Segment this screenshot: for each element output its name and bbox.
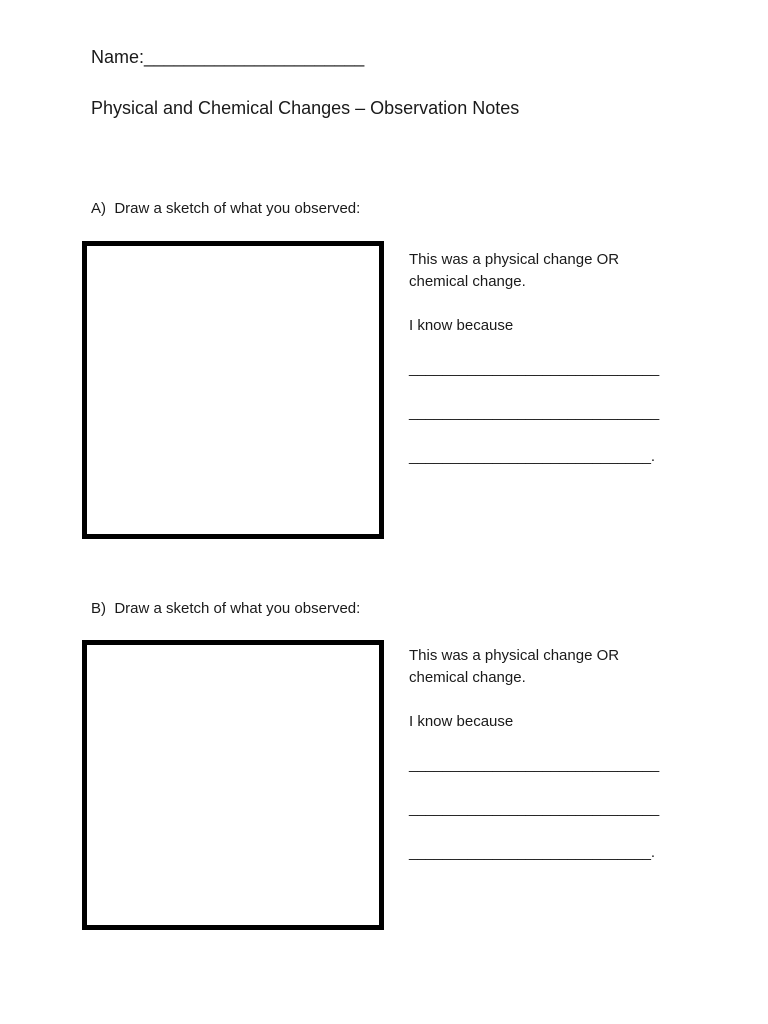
section-b-sketch-box[interactable] [82,640,384,930]
section-b-change-statement-line1: This was a physical change OR [409,647,620,664]
section-a-answer-line-3[interactable]: _____________________________. [409,448,656,465]
section-b-prompt: B) Draw a sketch of what you observed: [91,600,361,617]
section-b-answer-line-2[interactable]: ______________________________ [409,800,660,817]
section-a-reason-label: I know because [409,317,514,334]
page-title: Physical and Chemical Changes – Observation Notes [91,98,520,118]
section-a-answer-line-2[interactable]: ______________________________ [409,404,660,421]
section-a-change-statement-line1: This was a physical change OR [409,251,620,268]
section-b-answer-line-1[interactable]: ______________________________ [409,756,660,773]
section-a-sketch-box[interactable] [82,241,384,539]
section-b-reason-label: I know because [409,713,514,730]
section-b-answer-line-3[interactable]: _____________________________. [409,844,656,861]
section-a-change-statement-line2: chemical change. [409,273,526,290]
section-a-answer-line-1[interactable]: ______________________________ [409,360,660,377]
name-field-label[interactable]: Name:______________________ [91,47,365,67]
section-a-prompt: A) Draw a sketch of what you observed: [91,200,361,217]
section-b-change-statement-line2: chemical change. [409,669,526,686]
